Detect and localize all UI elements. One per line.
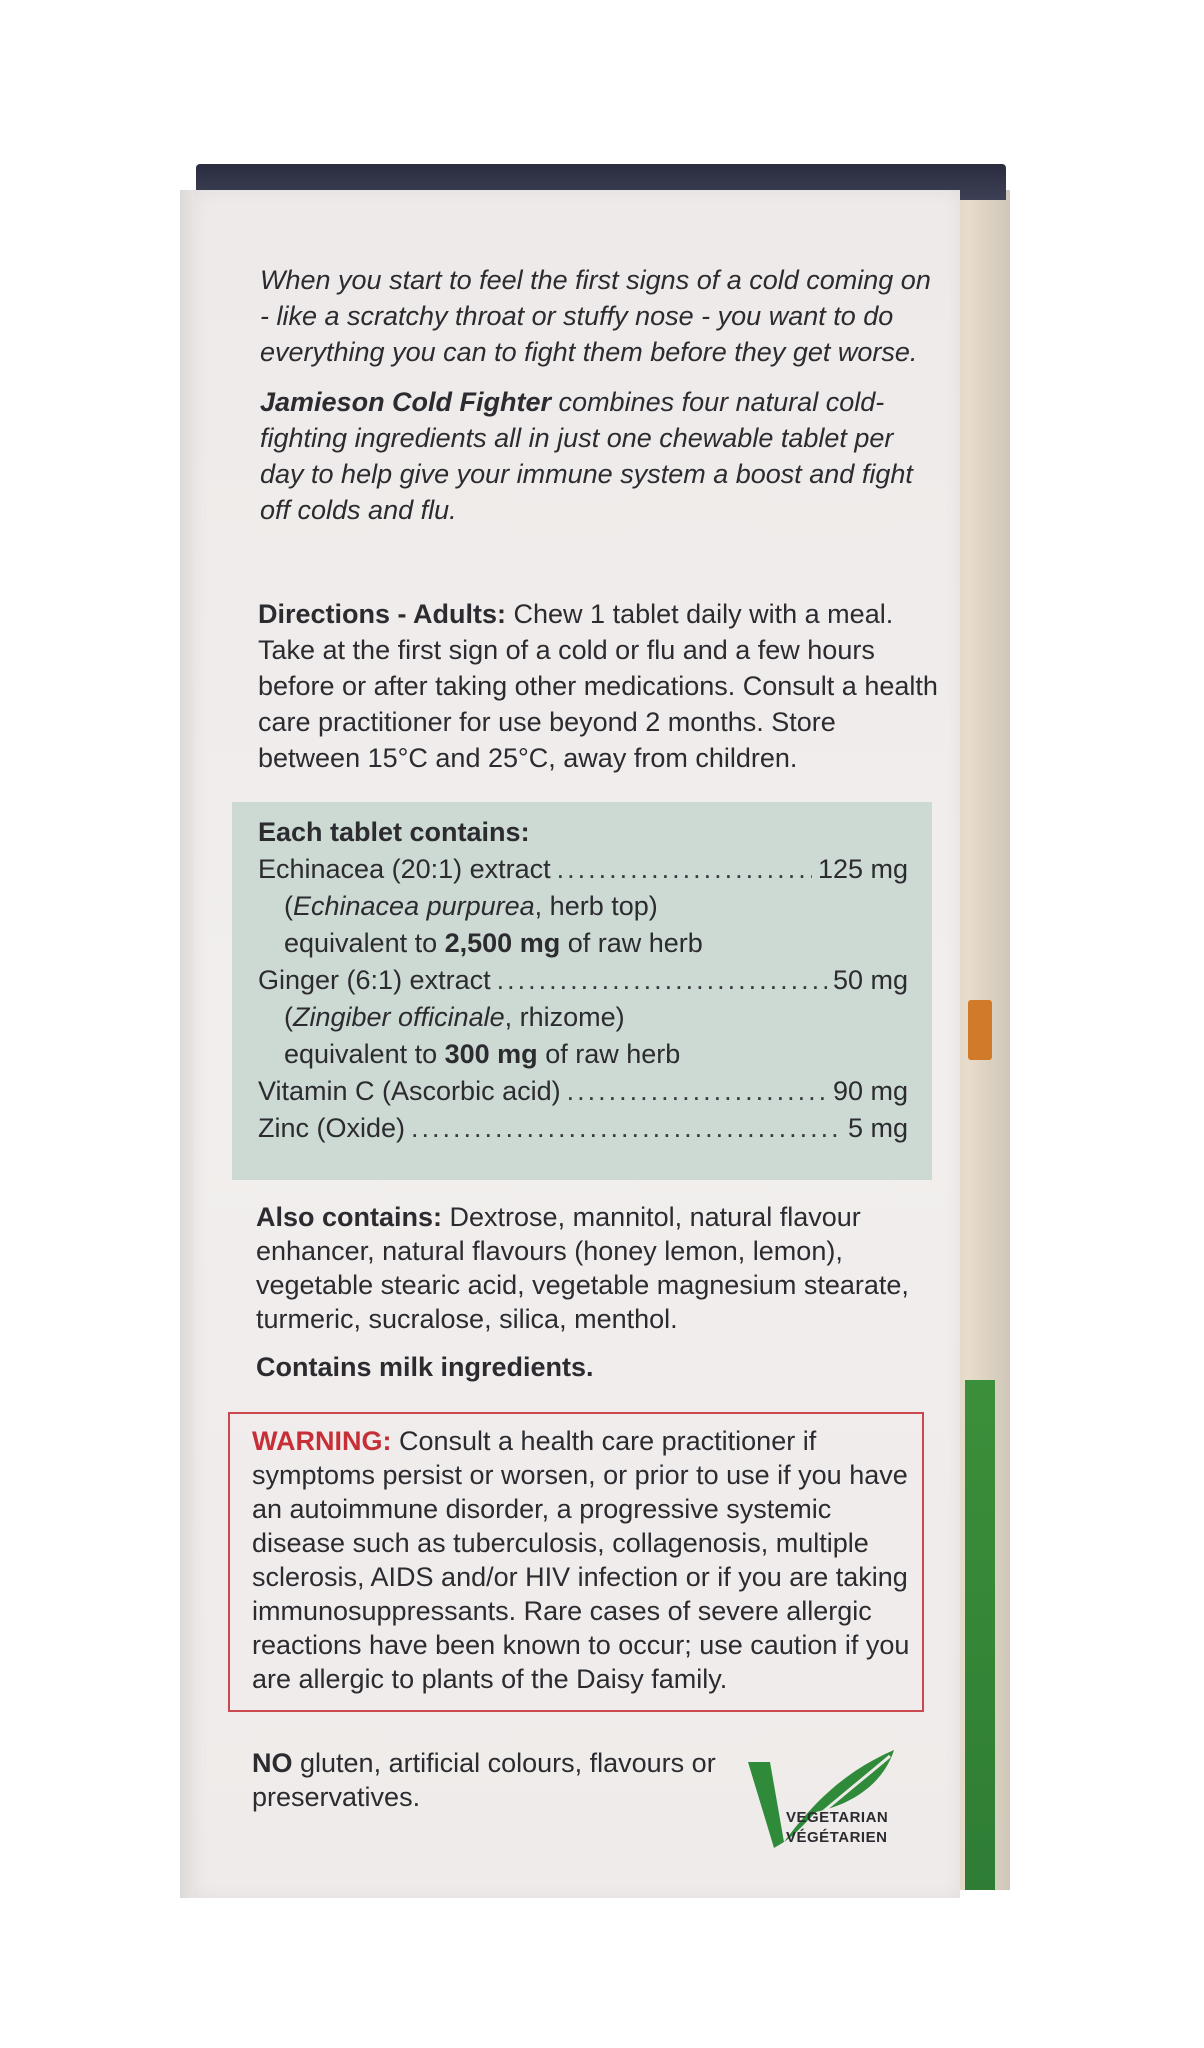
also-contains-text [256,1200,936,1336]
free-from-label: NO [252,1748,293,1778]
leader-dots [497,962,827,999]
ingredient-row-vitamin-c [258,1073,908,1110]
also-contains-label: Also contains: [256,1202,443,1232]
equiv-suffix: of raw herb [560,928,703,958]
vegetarian-label-fr: VÉGÉTARIEN [786,1829,888,1846]
intro-paragraph-2-text: combines four natural cold-fighting ingredients all in just one chewable tablet per day to help give your immune system a boost and fight off colds and flu. [260,387,913,525]
directions-label: Directions - Adults: [258,599,507,629]
vegetarian-logo-text [786,1808,888,1848]
brand-name: Jamieson Cold Fighter [260,387,552,417]
vegetarian-label-en: VEGETARIAN [786,1809,889,1826]
ingredient-name: Echinacea (20:1) extract [258,854,551,884]
equiv-prefix: equivalent to [284,1039,445,1069]
leader-dots [411,1110,842,1147]
source-part: , rhizome) [504,1002,625,1032]
equiv-value: 300 mg [444,1039,538,1069]
ingredient-name: Ginger (6:1) extract [258,965,491,995]
directions-body: Chew 1 tablet daily with a meal. Take at the first sign of a cold or flu and a few hours before or after taking other medications. Consult a health care practitioner for use beyond 2 months. Store between 15°C and 25°C, away from children. [258,599,938,773]
equiv-suffix: of raw herb [537,1039,681,1069]
ingredient-row-zinc [258,1110,908,1147]
equiv-value: 2,500 mg [444,928,561,958]
latin-name: Echinacea purpurea [293,891,535,921]
ingredient-equivalent [258,925,908,962]
ingredient-equivalent [258,1036,908,1073]
free-from-body: gluten, artificial colours, flavours or preservatives. [252,1748,716,1812]
source-part: , herb top) [534,891,658,921]
warning-label: WARNING: [252,1426,392,1456]
intro-text [260,262,940,542]
also-contains-body: Dextrose, mannitol, natural flavour enhancer, natural flavours (honey lemon, lemon), vegetable stearic acid, vegetable magnesium stearate, turmeric, sucralose, silica, menthol. [256,1202,909,1334]
equiv-prefix: equivalent to [284,928,445,958]
ingredient-source: (Zingiber officinale, rhizome) [284,1002,625,1032]
box-front-orange-accent [968,1000,992,1060]
leader-dots [567,1073,827,1110]
ingredient-name: Zinc (Oxide) [258,1113,406,1143]
box-front-green-accent [965,1380,995,1890]
leader-dots [557,851,812,888]
ingredient-row-ginger [258,962,908,999]
ingredient-amount: 90 mg [832,1076,908,1106]
ingredient-source: (Echinacea purpurea, herb top) [284,891,658,921]
ingredient-amount: 125 mg [817,854,908,884]
warning-text [252,1424,912,1696]
intro-paragraph-2 [260,384,940,528]
latin-name: Zingiber officinale [293,1002,505,1032]
v-mark [748,1762,784,1848]
ingredient-amount: 5 mg [847,1113,908,1143]
ingredient-name: Vitamin C (Ascorbic acid) [258,1076,561,1106]
ingredient-amount: 50 mg [832,965,908,995]
intro-paragraph-1: When you start to feel the first signs of a cold coming on - like a scratchy throat or stuffy nose - you want to do everything you can to fight them before they get worse. [260,265,931,367]
ingredients-heading: Each tablet contains: [258,817,530,847]
allergen-statement: Contains milk ingredients. [256,1352,594,1382]
free-from-statement [252,1746,732,1814]
ingredients-list [258,814,908,1147]
ingredient-row-echinacea [258,851,908,888]
directions-text [258,596,938,776]
warning-body: Consult a health care practitioner if symptoms persist or worsen, or prior to use if you have an autoimmune disorder, a progressive systemic disease such as tuberculosis, collagenosis, multiple sclerosis, AIDS and/or HIV infection or if you are taking immunosuppressants. Rare cases of severe allergic reactions have been known to occur; use caution if you are allergic to plants of the Daisy family. [252,1426,910,1694]
